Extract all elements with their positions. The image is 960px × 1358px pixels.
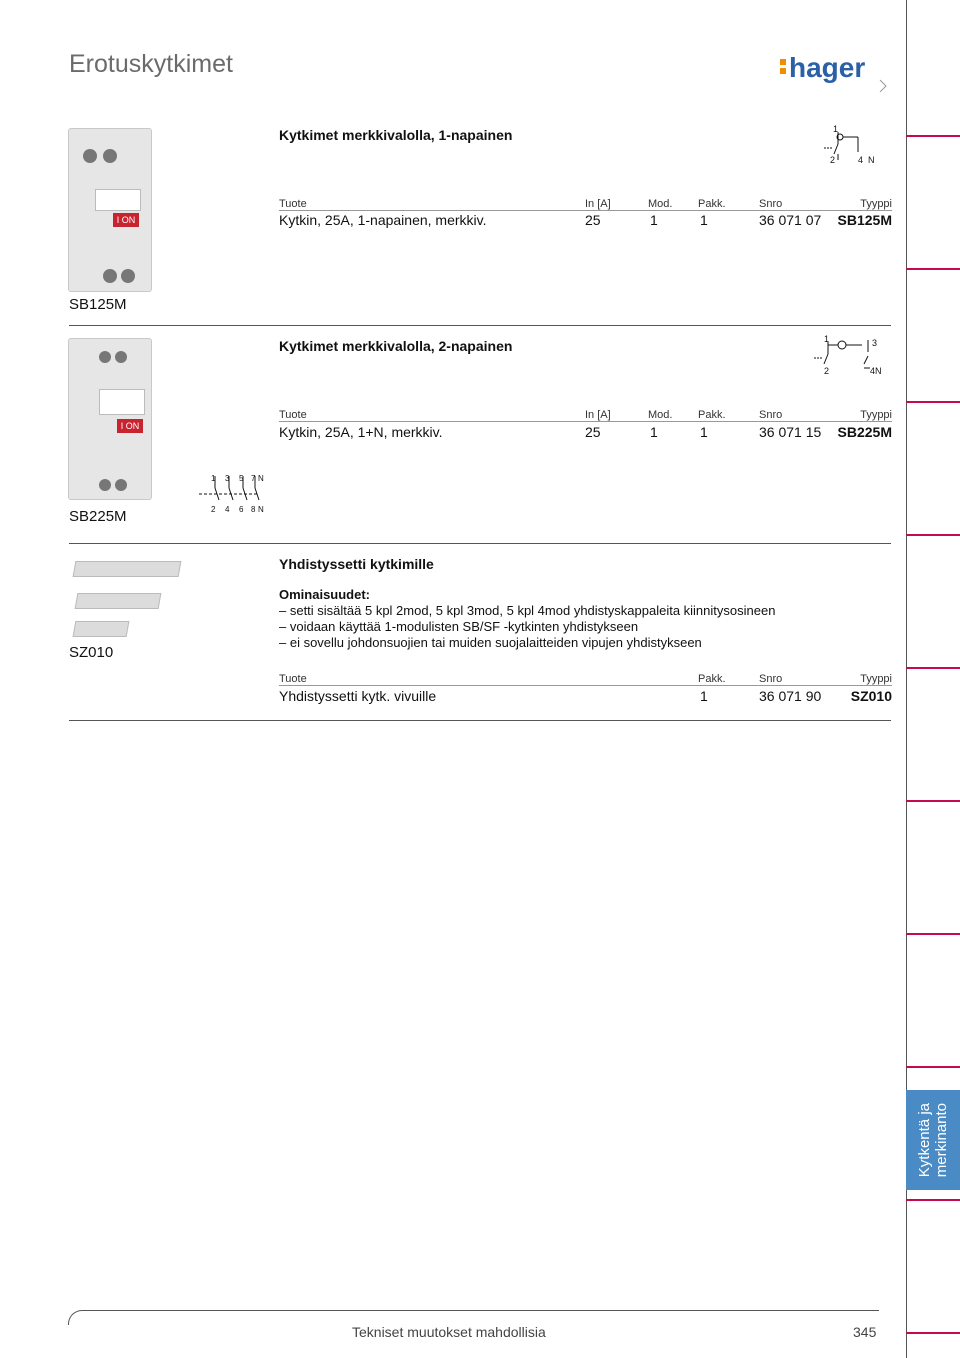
terminal-label: 7 bbox=[251, 474, 256, 483]
feature-item: – voidaan käyttää 1-modulisten SB/SF -kytkinten yhdistykseen bbox=[279, 619, 639, 634]
wiring-diagram bbox=[810, 332, 882, 378]
col-header-product: Tuote bbox=[279, 198, 307, 210]
row-product: Kytkin, 25A, 1-napainen, merkkiv. bbox=[279, 212, 487, 228]
col-header-product: Tuote bbox=[279, 673, 307, 685]
header-rule bbox=[279, 421, 892, 422]
multi-pole-diagram bbox=[195, 472, 265, 516]
terminal-label: N bbox=[258, 505, 264, 514]
terminal-label: N bbox=[868, 155, 875, 165]
col-header-pack: Pakk. bbox=[698, 673, 726, 685]
terminal-label: 5 bbox=[239, 474, 244, 483]
row-product: Kytkin, 25A, 1+N, merkkiv. bbox=[279, 424, 443, 440]
row-pack: 1 bbox=[700, 212, 708, 228]
hager-logo bbox=[780, 46, 888, 92]
terminal-label: 1 bbox=[211, 474, 216, 483]
row-type: SB225M bbox=[837, 424, 892, 440]
terminal-label: 2 bbox=[824, 366, 830, 376]
row-snro: 36 071 15 bbox=[759, 424, 822, 440]
col-header-snro: Snro bbox=[759, 673, 783, 685]
tab-marker bbox=[906, 800, 960, 802]
brand-text: hager bbox=[789, 52, 866, 83]
terminal-label: N bbox=[258, 474, 264, 483]
row-mod: 1 bbox=[650, 424, 658, 440]
col-header-snro: Snro bbox=[759, 198, 783, 210]
terminal-label: 3 bbox=[872, 338, 878, 348]
terminal-label: 2 bbox=[830, 155, 836, 165]
tab-marker bbox=[906, 135, 960, 137]
terminal-label: 2 bbox=[211, 505, 216, 514]
col-header-type: Tyyppi bbox=[860, 409, 892, 421]
row-in: 25 bbox=[585, 424, 601, 440]
col-header-pack: Pakk. bbox=[698, 409, 726, 421]
footer-note: Tekniset muutokset mahdollisia bbox=[352, 1324, 546, 1340]
terminal-label: 1 bbox=[824, 334, 830, 344]
row-pack: 1 bbox=[700, 424, 708, 440]
col-header-type: Tyyppi bbox=[860, 673, 892, 685]
col-header-product: Tuote bbox=[279, 409, 307, 421]
section-title: Kytkimet merkkivalolla, 1-napainen bbox=[279, 127, 513, 143]
features-title: Ominaisuudet: bbox=[279, 587, 371, 602]
col-header-type: Tyyppi bbox=[860, 198, 892, 210]
page-number: 345 bbox=[853, 1324, 877, 1340]
tab-marker bbox=[906, 268, 960, 270]
row-product: Yhdistyssetti kytk. vivuille bbox=[279, 688, 437, 704]
terminal-label: 1 bbox=[833, 124, 839, 134]
tab-marker bbox=[906, 1199, 960, 1201]
feature-item: – setti sisältää 5 kpl 2mod, 5 kpl 3mod, 5 kpl 4mod yhdistyskappaleita kiinnitysosineen bbox=[279, 603, 776, 618]
row-type: SZ010 bbox=[850, 688, 892, 704]
on-label: I ON bbox=[113, 213, 139, 227]
col-header-mod: Mod. bbox=[648, 409, 673, 421]
row-in: 25 bbox=[585, 212, 601, 228]
tab-marker bbox=[906, 1066, 960, 1068]
row-snro: 36 071 90 bbox=[759, 688, 822, 704]
tab-marker bbox=[906, 1332, 960, 1334]
footer-rule bbox=[68, 1310, 879, 1325]
row-mod: 1 bbox=[650, 212, 658, 228]
section-divider bbox=[69, 720, 891, 721]
terminal-label: 8 bbox=[251, 505, 256, 514]
terminal-label: 3 bbox=[225, 474, 230, 483]
terminal-label: 6 bbox=[239, 505, 244, 514]
terminal-label: 4 bbox=[858, 155, 864, 165]
tab-marker bbox=[906, 933, 960, 935]
terminal-label: 4N bbox=[870, 366, 882, 376]
product-code-label: SB225M bbox=[69, 508, 127, 525]
terminal-label: 4 bbox=[225, 505, 230, 514]
col-header-snro: Snro bbox=[759, 409, 783, 421]
row-snro: 36 071 07 bbox=[759, 212, 822, 228]
section-divider bbox=[69, 325, 891, 326]
wiring-diagram bbox=[818, 122, 878, 168]
product-code-label: SZ010 bbox=[69, 644, 114, 661]
col-header-in: In [A] bbox=[585, 198, 611, 210]
product-image-sb125m bbox=[68, 128, 152, 292]
col-header-in: In [A] bbox=[585, 409, 611, 421]
on-label: I ON bbox=[117, 419, 143, 433]
section-title: Kytkimet merkkivalolla, 2-napainen bbox=[279, 338, 513, 354]
feature-item: – ei sovellu johdonsuojien tai muiden suojalaitteiden vipujen yhdistykseen bbox=[279, 635, 702, 650]
section-title: Yhdistyssetti kytkimille bbox=[279, 556, 434, 572]
product-image-sz010 bbox=[68, 555, 186, 645]
col-header-pack: Pakk. bbox=[698, 198, 726, 210]
col-header-mod: Mod. bbox=[648, 198, 673, 210]
product-image-sb225m bbox=[68, 338, 152, 500]
product-code-label: SB125M bbox=[69, 296, 127, 313]
side-tab-line2: merkinanto bbox=[933, 1102, 950, 1178]
tab-marker bbox=[906, 401, 960, 403]
tab-marker bbox=[906, 534, 960, 536]
row-type: SB125M bbox=[837, 212, 892, 228]
side-tab-kytkenta[interactable] bbox=[906, 1090, 960, 1190]
side-tab-line1: Kytkentä ja bbox=[916, 1102, 933, 1178]
header-rule bbox=[279, 685, 892, 686]
tab-marker bbox=[906, 667, 960, 669]
section-divider bbox=[69, 543, 891, 544]
page-title: Erotuskytkimet bbox=[69, 50, 233, 78]
header-rule bbox=[279, 210, 892, 211]
row-pack: 1 bbox=[700, 688, 708, 704]
